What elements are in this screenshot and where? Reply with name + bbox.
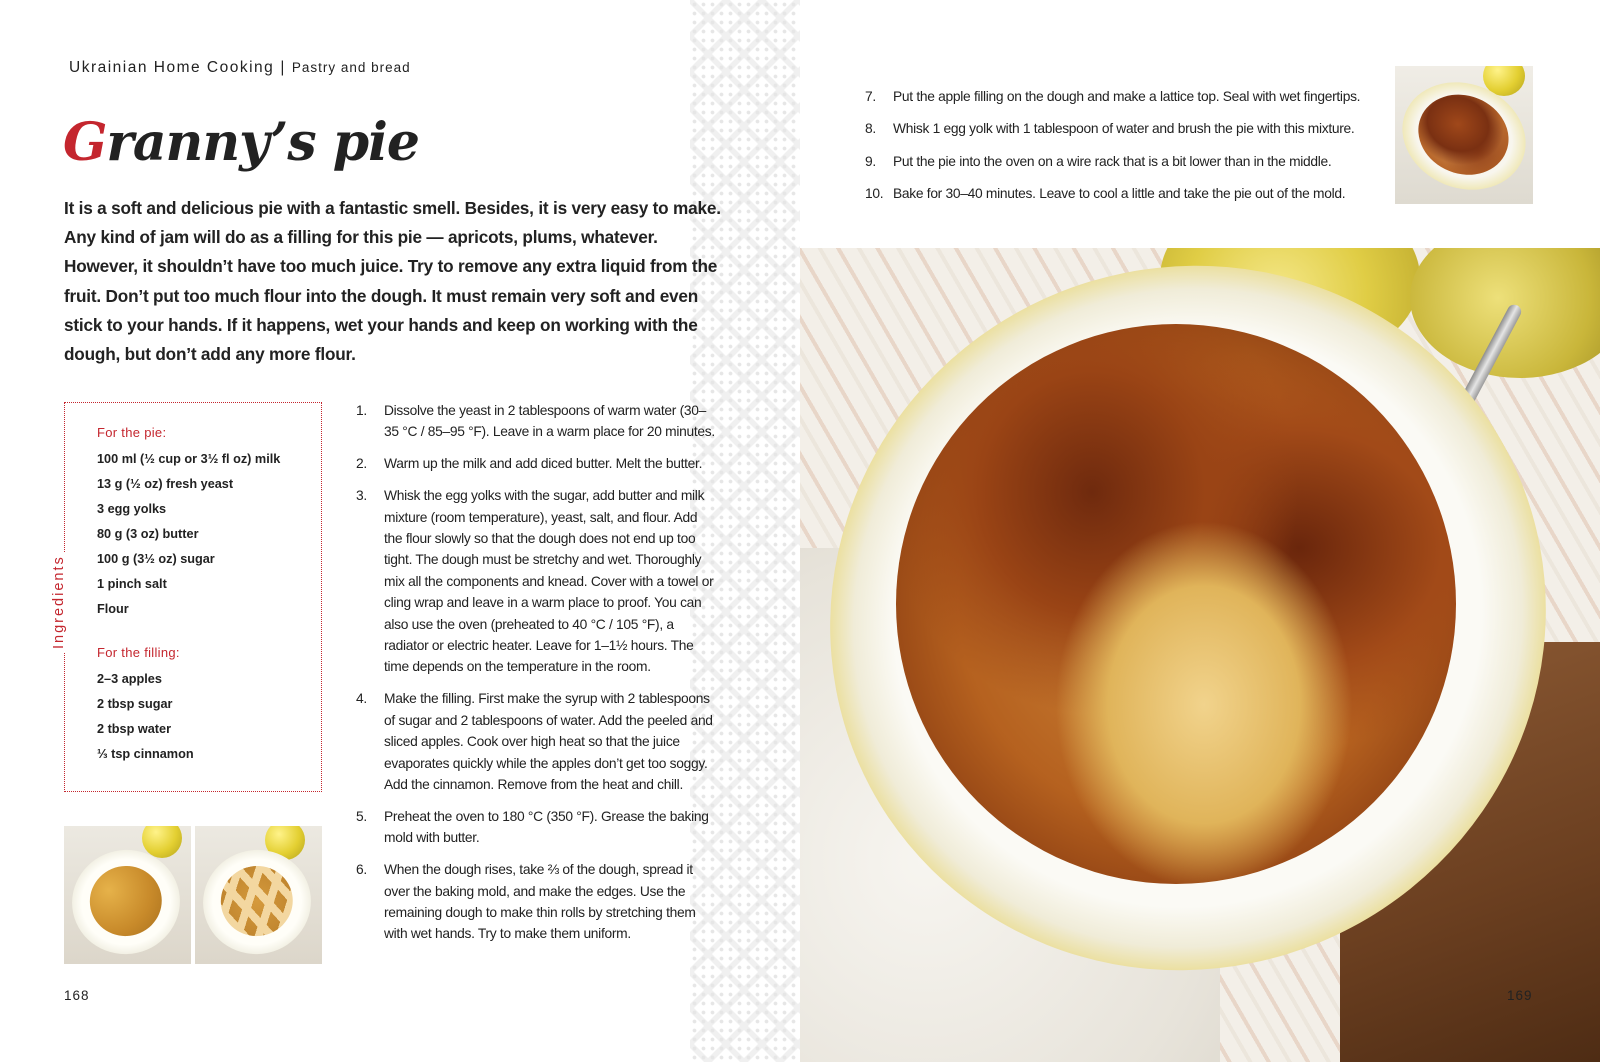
ingredients-tab <box>39 553 89 653</box>
book-title: Ukrainian Home Cooking <box>69 59 275 76</box>
step-number: 8. <box>865 121 876 137</box>
ingredients-label: Ingredients <box>51 555 67 649</box>
step-number: 7. <box>865 89 876 104</box>
step-number: 2. <box>356 456 367 472</box>
method-step <box>865 151 1385 172</box>
step-text: Bake for 30–40 minutes. Leave to cool a little and take the pie out of the mold. <box>893 186 1346 202</box>
step-number: 9. <box>865 153 876 169</box>
method-step <box>865 86 1385 107</box>
step-text: Whisk the egg yolks with the sugar, add butter and milk mixture (room temperature), yeast, salt, and flour. Add the flour slowly so that the dough does not end up too tight. The dough must be stretchy and wet. Thoroughly mix all the components and knead. Cover with a towel or cling wrap and leave in a warm place to proof. You can also use the oven (preheated to 40 °C / 105 °F), a radiator or electric heater. Leave for 1–1½ hours. The time depends on the temperature in the room. <box>384 488 714 675</box>
filling-ingredient-list <box>97 667 194 767</box>
baked-pie-image <box>896 324 1456 884</box>
section-name: Pastry and bread <box>291 60 411 75</box>
running-head-separator: | <box>280 59 286 76</box>
step-text: When the dough rises, take ⅔ of the dough, spread it over the baking mold, and make the edges. Use the remaining dough to make thin rolls by stretching them with wet hands. Try to make them uniform. <box>384 862 696 942</box>
step-number: 1. <box>356 403 367 418</box>
step-number: 5. <box>356 808 367 824</box>
recipe-title <box>63 112 419 173</box>
method-step <box>356 400 716 443</box>
filling-ingredients <box>97 645 194 767</box>
page-number-left: 168 <box>64 988 90 1003</box>
step-number: 3. <box>356 488 367 504</box>
lattice-top-photo <box>195 826 322 964</box>
method-step <box>356 688 716 795</box>
ingredients-box <box>51 402 322 792</box>
ingredient-item: 13 g (½ oz) fresh yeast <box>97 477 234 491</box>
running-head <box>69 59 411 77</box>
pie-ingredient-list <box>97 447 280 622</box>
title-rest: ranny’s pie <box>106 112 419 173</box>
step-text: Put the pie into the oven on a wire rack that is a bit lower than in the middle. <box>893 153 1332 169</box>
ingredient-item: 3 egg yolks <box>97 502 167 516</box>
method-steps-right <box>865 86 1385 216</box>
title-initial: G <box>63 112 107 173</box>
ingredient-item: 100 ml (½ cup or 3½ fl oz) milk <box>97 452 281 466</box>
pie-ingredients <box>97 425 280 622</box>
step-text: Put the apple filling on the dough and make a lattice top. Seal with wet fingertips. <box>893 89 1361 104</box>
method-steps-left <box>356 400 716 955</box>
baked-pie-thumbnail <box>1395 66 1533 204</box>
method-step <box>865 183 1385 204</box>
filling-in-mold-photo <box>64 826 191 964</box>
ingredient-item: 1 pinch salt <box>97 577 167 591</box>
step-number: 10. <box>865 186 884 202</box>
main-pie-photo <box>800 248 1600 1062</box>
baking-dish-image <box>64 840 190 964</box>
step-text: Whisk 1 egg yolk with 1 tablespoon of water and brush the pie with this mixture. <box>893 121 1355 137</box>
pie-crust-image <box>1406 81 1521 188</box>
apple-filling-image <box>83 859 168 942</box>
step-text: Warm up the milk and add diced butter. Melt the butter. <box>384 456 703 472</box>
page-number-right: 169 <box>1507 988 1533 1003</box>
method-step <box>356 806 716 849</box>
step-text: Preheat the oven to 180 °C (350 °F). Grease the baking mold with butter. <box>384 808 709 846</box>
lattice-pie-image <box>214 859 299 942</box>
pie-ingredients-heading: For the pie: <box>97 425 167 440</box>
step-number: 4. <box>356 691 367 707</box>
ingredient-item: 2 tbsp sugar <box>97 697 173 711</box>
ingredient-item: 100 g (3½ oz) sugar <box>97 552 215 566</box>
method-step <box>356 453 716 474</box>
ingredient-item: 80 g (3 oz) butter <box>97 527 199 541</box>
ingredient-item: Flour <box>97 602 129 616</box>
ingredient-item: ⅓ tsp cinnamon <box>97 747 194 761</box>
method-step <box>356 485 716 678</box>
ingredient-item: 2 tbsp water <box>97 722 172 736</box>
filling-ingredients-heading: For the filling: <box>97 645 180 660</box>
step-text: Dissolve the yeast in 2 tablespoons of warm water (30–35 °C / 85–95 °F). Leave in a warm place for 20 minutes. <box>384 403 715 440</box>
recipe-intro: It is a soft and delicious pie with a fantastic smell. Besides, it is very easy to make. Any kind of jam will do as a filling for this pie — apricots, plums, whatever. However, it shouldn’t have too much juice. Try to remove any extra liquid from the fruit. Don’t put too much flour into the dough. It must remain very soft and even stick to your hands. If it happens, wet your hands and keep on working with the dough, but don’t add any more flour. <box>64 198 721 365</box>
step-number: 6. <box>356 862 367 878</box>
step-text: Make the filling. First make the syrup with 2 tablespoons of sugar and 2 tablespoons of water. Add the peeled and sliced apples. Cook over high heat so that the juice evaporates quickly while the apples don’t get too soggy. Add the cinnamon. Remove from the heat and chill. <box>384 691 713 792</box>
ingredient-item: 2–3 apples <box>97 672 162 686</box>
method-step <box>356 859 716 945</box>
method-step <box>865 118 1385 139</box>
baking-dish-image <box>195 840 321 964</box>
